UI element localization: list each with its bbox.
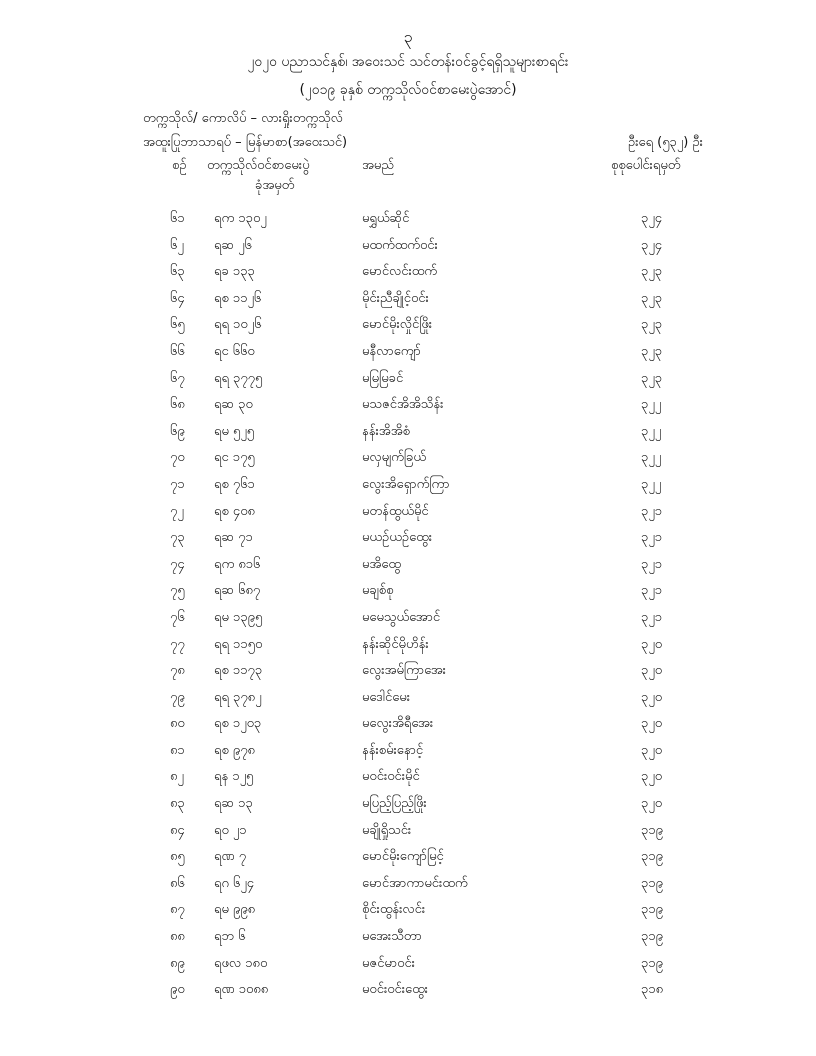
row-number: ၆၉ — [170, 423, 185, 439]
total-score: ၃၁၈ — [641, 982, 664, 998]
roll-number: ရစ ၉၇၈ — [214, 742, 255, 758]
roll-number: ရဆ ၂၆ — [214, 237, 252, 253]
table-row — [0, 742, 816, 769]
table-row — [0, 503, 816, 530]
row-number: ၉၀ — [170, 982, 185, 998]
total-score: ၃၂၀ — [641, 689, 663, 705]
roll-number: ရင ၁၇၅ — [214, 450, 255, 466]
student-name: မောင်လင်းထက် — [362, 264, 438, 280]
roll-number: ရဖလ ၁၈၀ — [214, 955, 268, 971]
table-row — [0, 210, 816, 237]
roll-number: ရစ ၁၂၀၃ — [214, 716, 262, 732]
roll-number: ရမ ၁၃၉၅ — [214, 609, 263, 625]
row-number: ၇၁ — [170, 476, 185, 492]
table-row — [0, 316, 816, 343]
roll-number: ရမ ၉၉၈ — [214, 902, 256, 918]
table-row — [0, 636, 816, 663]
student-name: မဝင်းဝင်းမိုင် — [362, 769, 420, 785]
total-score: ၃၁၉ — [641, 822, 663, 838]
total-count: ဦးရေ (၅၃၂) ဦး — [628, 135, 703, 150]
table-row — [0, 848, 816, 875]
table-row — [0, 423, 816, 450]
roll-number: ရရ ၁၀၂၆ — [214, 317, 262, 333]
roll-number: ရခ ၁၃၃ — [214, 264, 255, 280]
column-header-no: စဉ် — [172, 158, 187, 173]
student-name: မမေသွယ်အောင် — [362, 609, 441, 625]
table-row — [0, 768, 816, 795]
row-number: ၇၈ — [170, 663, 185, 679]
row-number: ၇၅ — [170, 583, 185, 599]
row-number: ၈၃ — [170, 796, 185, 812]
document-title: ၂၀၂၀ ပညာသင်နှစ်၊ အဝေးသင် သင်တန်းဝင်ခွင့်ရရှိသူများစာရင်း — [247, 54, 569, 70]
total-score: ၃၂၁ — [641, 530, 663, 546]
table-row — [0, 955, 816, 982]
row-number: ၈၉ — [170, 955, 185, 971]
student-name: မောင်မိုးလှိုင်ဖြိုး — [362, 317, 433, 333]
roll-number: ရစ ၇၆၁ — [214, 476, 255, 492]
student-name: နန်းဆိုင်မိုဟိန်း — [362, 636, 429, 652]
total-score: ၃၂၁ — [641, 609, 663, 625]
row-number: ၈၀ — [170, 716, 185, 732]
roll-number: ရက ၈၁၆ — [214, 556, 261, 572]
table-row — [0, 237, 816, 264]
row-number: ၈၁ — [170, 742, 185, 758]
table-row — [0, 556, 816, 583]
student-name: မောင်မိုးကျော်မြင့် — [362, 849, 444, 865]
student-name: နန်းအိအိစံ — [362, 423, 410, 439]
roll-number: ရဏ ၁၀၈၈ — [214, 982, 269, 998]
roll-number: ရဏ ၇ — [214, 849, 247, 865]
row-number: ၆၅ — [170, 317, 185, 333]
table-row — [0, 715, 816, 742]
row-number: ၆၈ — [170, 397, 185, 413]
total-score: ၃၂၀ — [641, 636, 663, 652]
table-row — [0, 343, 816, 370]
roll-number: ရရ ၃၇၇၅ — [214, 370, 263, 386]
student-name: မသဇင်အိအိသိန်း — [362, 397, 444, 413]
roll-number: ရစ ၄၀၈ — [214, 503, 255, 519]
table-row — [0, 822, 816, 849]
column-header-roll-line2: ခုံအမှတ် — [255, 178, 295, 193]
total-score: ၃၂၀ — [641, 769, 663, 785]
row-number: ၆၂ — [170, 237, 184, 253]
roll-number: ရန ၁၂၅ — [214, 769, 254, 785]
student-name: မအေးသီတာ — [362, 929, 422, 945]
student-name: စိုင်းထွန်းလင်း — [362, 902, 426, 918]
student-name: မဝင်းဝင်းထွေး — [362, 982, 428, 998]
student-name: မောင်အာကာမင်းထက် — [362, 875, 468, 891]
student-name: မထက်ထက်ဝင်း — [362, 237, 438, 253]
row-number: ၇၀ — [170, 450, 185, 466]
total-score: ၃၂၀ — [641, 716, 663, 732]
student-name: မပြည့်ပြည့်ဖြိုး — [362, 796, 427, 812]
row-number: ၇၂ — [170, 503, 184, 519]
row-number: ၆၄ — [170, 290, 185, 306]
student-name: နန်းစမ်းနောင့် — [362, 742, 424, 758]
total-score: ၃၂၁ — [641, 583, 663, 599]
document-subtitle: (၂၀၁၉ ခုနှစ် တက္ကသိုလ်ဝင်စာမေးပွဲအောင်) — [299, 82, 517, 98]
roll-number: ရဘ ၆ — [214, 929, 246, 945]
row-number: ၆၇ — [170, 370, 185, 386]
total-score: ၃၂၀ — [641, 742, 663, 758]
table-row — [0, 290, 816, 317]
roll-number: ရစ ၁၁၇၃ — [214, 663, 263, 679]
student-name: မိုင်းညီချိုင့်ဝင်း — [362, 290, 429, 306]
total-score: ၃၁၉ — [641, 849, 663, 865]
total-score: ၃၁၉ — [641, 875, 663, 891]
total-score: ၃၂၀ — [641, 663, 663, 679]
row-number: ၈၄ — [170, 822, 185, 838]
total-score: ၃၂၀ — [641, 796, 663, 812]
university-line: တက္ကသိုလ်/ ကောလိပ် – လားရှိုးတက္ကသိုလ် — [143, 111, 343, 126]
row-number: ၆၁ — [170, 211, 185, 226]
page-number: ၃ — [403, 27, 413, 46]
table-row — [0, 609, 816, 636]
roll-number: ရရ ၁၁၅၀ — [214, 636, 263, 652]
table-row — [0, 689, 816, 716]
student-name: မလှမျက်ခြယ် — [362, 450, 426, 466]
total-score: ၃၂၃ — [641, 317, 663, 333]
roll-number: ရဆ ၆၈၇ — [214, 583, 261, 599]
student-name: မနီလာကျော် — [362, 343, 421, 359]
row-number: ၈၆ — [170, 875, 185, 891]
student-name: မချစ်စု — [362, 583, 394, 599]
column-header-name: အမည် — [362, 158, 394, 173]
row-number: ၇၃ — [170, 530, 185, 546]
student-name: မရွှယ်ဆိုင် — [362, 211, 410, 226]
total-score: ၃၂၄ — [641, 237, 663, 253]
total-score: ၃၁၉ — [641, 929, 663, 945]
total-score: ၃၂၁ — [641, 556, 663, 572]
total-score: ၃၂၂ — [641, 476, 662, 492]
row-number: ၆၆ — [170, 343, 185, 359]
roll-number: ရဆ ၃၀ — [214, 397, 253, 413]
total-score: ၃၂၃ — [641, 264, 663, 280]
results-table — [0, 210, 816, 1008]
roll-number: ရမ ၅၂၅ — [214, 423, 255, 439]
column-header-roll: တက္ကသိုလ်ဝင်စာမေးပွဲ — [207, 158, 310, 173]
row-number: ၈၂ — [170, 769, 184, 785]
roll-number: ရစ ၁၁၂၆ — [214, 290, 262, 306]
table-row — [0, 263, 816, 290]
table-row — [0, 795, 816, 822]
total-score: ၃၂၂ — [641, 423, 662, 439]
row-number: ၈၈ — [170, 929, 185, 945]
student-name: မဇင်မာဝင်း — [362, 955, 415, 971]
table-row — [0, 875, 816, 902]
table-row — [0, 529, 816, 556]
row-number: ၇၆ — [170, 609, 185, 625]
row-number: ၈၇ — [170, 902, 185, 918]
total-score: ၃၂၂ — [641, 397, 662, 413]
table-row — [0, 981, 816, 1008]
row-number: ၇၄ — [170, 556, 185, 572]
student-name: မလွေးအိရီအေး — [362, 716, 434, 732]
table-row — [0, 449, 816, 476]
total-score: ၃၂၁ — [641, 503, 663, 519]
table-row — [0, 396, 816, 423]
student-name: မချိုရှိုသင်း — [362, 822, 412, 838]
student-name: မအိထွေ — [362, 556, 401, 572]
row-number: ၇၇ — [170, 636, 185, 652]
student-name: လွေးအိရှောက်ကြာ — [362, 476, 450, 492]
roll-number: ရဂ ၆၂၄ — [214, 875, 255, 891]
roll-number: ရဆ ၁၃ — [214, 796, 253, 812]
student-name: မယဉ်ယဉ်ထွေး — [362, 530, 433, 546]
student-name: မဒေါင်မေး — [362, 689, 411, 705]
roll-number: ရင ၆၆၀ — [214, 343, 255, 359]
table-row — [0, 928, 816, 955]
table-row — [0, 476, 816, 503]
total-score: ၃၂၃ — [641, 290, 663, 306]
total-score: ၃၂၂ — [641, 450, 662, 466]
roll-number: ရဆ ၇၁ — [214, 530, 253, 546]
table-row — [0, 582, 816, 609]
roll-number: ရက ၁၃၀၂ — [214, 211, 267, 226]
major-line: အထူးပြုဘာသာရပ် – မြန်မာစာ(အဝေးသင်) — [143, 135, 348, 150]
table-row — [0, 662, 816, 689]
roll-number: ရ၀ ၂၁ — [214, 822, 247, 838]
row-number: ၈၅ — [170, 849, 185, 865]
table-row — [0, 901, 816, 928]
row-number: ၇၉ — [170, 689, 185, 705]
student-name: မတန်ထွယ်မိုင် — [362, 503, 429, 519]
student-name: မမြမြခင် — [362, 370, 404, 386]
roll-number: ရရ ၃၇၈၂ — [214, 689, 262, 705]
total-score: ၃၂၄ — [641, 211, 663, 226]
total-score: ၃၂၃ — [641, 370, 663, 386]
total-score: ၃၁၉ — [641, 955, 663, 971]
student-name: လွေးအမ်ကြာအေး — [362, 663, 446, 679]
table-row — [0, 370, 816, 397]
row-number: ၆၃ — [170, 264, 185, 280]
total-score: ၃၂၃ — [641, 343, 663, 359]
total-score: ၃၁၉ — [641, 902, 663, 918]
column-header-score: စုစုပေါင်းရမှတ် — [611, 158, 681, 173]
